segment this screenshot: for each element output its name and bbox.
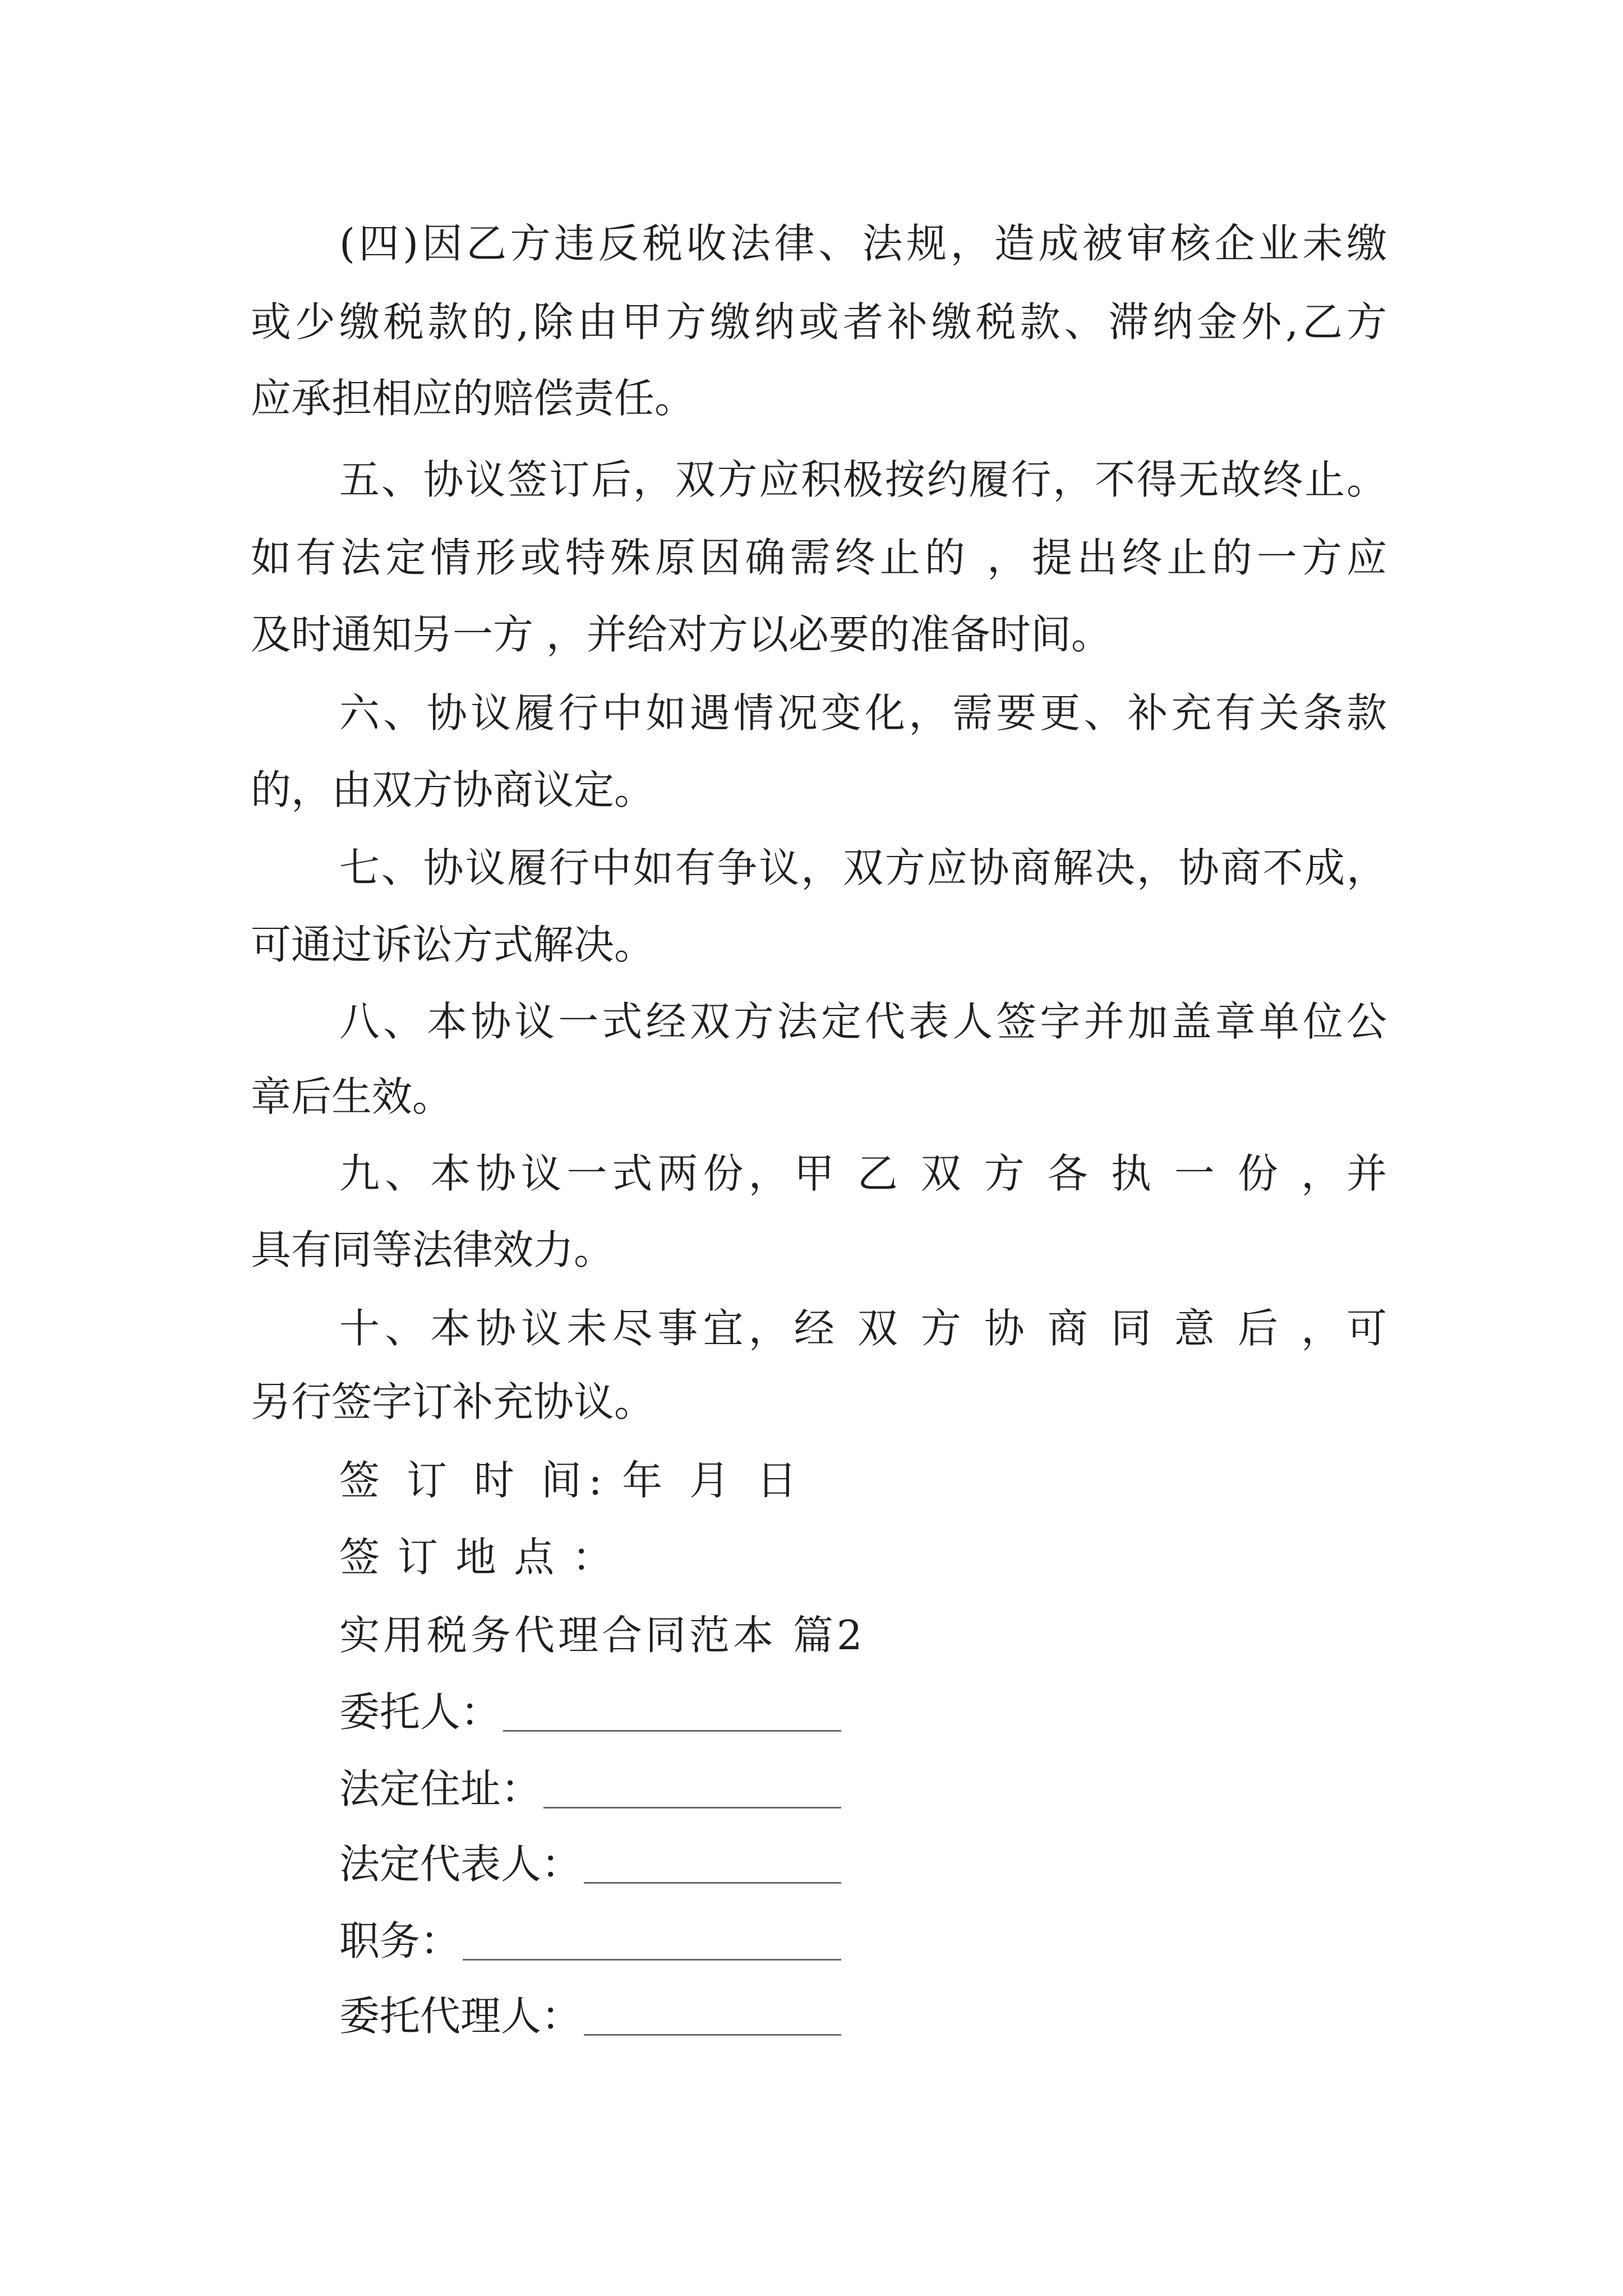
clause-line: 可通过诉讼方式解决。 [251,921,655,968]
fill-in-blank [584,1881,841,1884]
clause-line: 章后生效。 [251,1073,453,1120]
clause-line: 八、本协议一式经双方法定代表人签字并加盖章单位公 [339,998,1387,1045]
field-principal [339,1673,841,1751]
fill-in-blank [584,2033,841,2036]
clause-line: 九、本协议一式两份，甲 乙 双 方 各 执 一 份 ，并 [339,1150,1387,1197]
clause-line: 六、协议履行中如遇情况变化，需要更、补充有关条款 [339,689,1387,737]
field-legal-address [339,1750,841,1828]
clause-line: 另行签字订补充协议。 [251,1378,655,1425]
clause-line: 具有同等法律效力。 [251,1226,615,1273]
clause-line: (四)因乙方违反税收法律、法规，造成被审核企业未缴 [339,220,1387,267]
fill-in-blank [503,1729,841,1732]
field-position [339,1902,841,1980]
clause-line: 或少缴税款的,除由甲方缴纳或者补缴税款、滞纳金外,乙方 [251,298,1387,346]
field-label: 法定代表人： [339,1841,582,1888]
field-label: 委托人： [339,1688,501,1736]
clause-line: 五、协议签订后，双方应积极按约履行，不得无故终止。 [339,456,1387,503]
clause-line: 应承担相应的赔偿责任。 [251,375,695,422]
field-label: 法定住址： [339,1765,542,1812]
section-heading: 实用税务代理合同范本 篇2 [339,1612,866,1659]
clause-line: 及时通知另一方 ，并给对方以必要的准备时间。 [251,611,1112,658]
clause-line: 七、协议履行中如有争议，双方应协商解决，协商不成， [339,844,1387,891]
fill-in-blank [463,1958,841,1961]
clause-line: 如有法定情形或特殊原因确需终止的 ，提出终止的一方应 [251,534,1387,581]
fill-in-blank [543,1806,841,1809]
clause-line: 十、本协议未尽事宜，经 双 方 协 商 同 意 后 ，可 [339,1305,1387,1352]
field-label: 职务： [339,1917,461,1964]
field-label: 委托代理人： [339,1993,582,2040]
signing-time: 签 订 时 间: 年 月 日 [339,1457,797,1504]
clause-line: 的，由双方协商议定。 [251,766,655,813]
field-legal-representative [339,1825,841,1903]
signing-place: 签 订 地 点 ： [339,1534,612,1581]
field-authorized-agent [339,1977,841,2055]
